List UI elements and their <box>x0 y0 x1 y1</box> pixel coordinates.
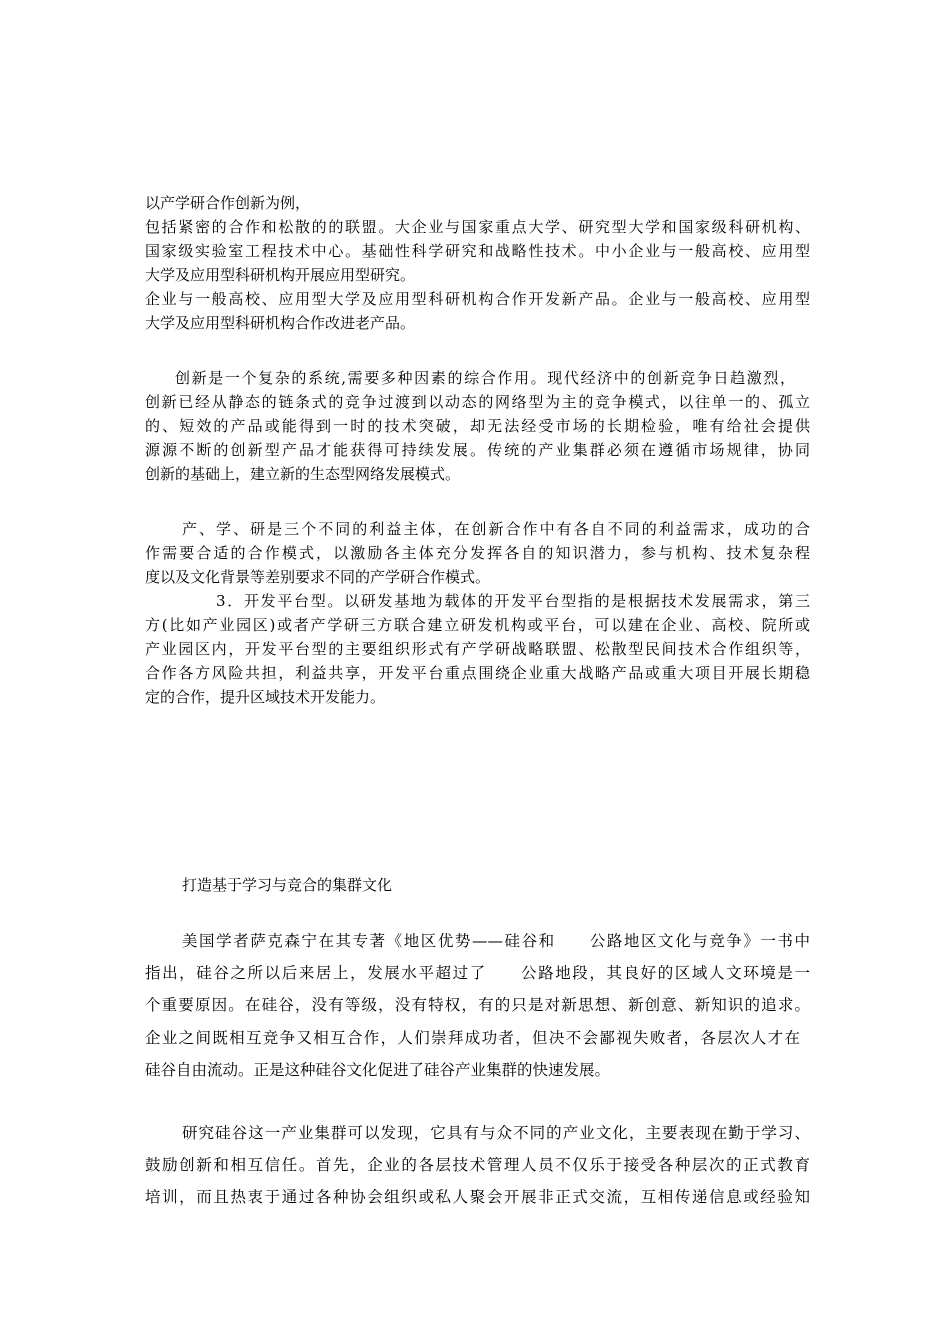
paragraph-first-line: 3．开发平台型。以研发基地为载体的开发平台型指的是根据技术发展需求，第三 <box>216 592 810 610</box>
text-line: 大学及应用型科研机构开展应用型研究。 <box>145 266 416 284</box>
text-line: 培训，而且热衷于通过各种协会组织或私人聚会开展非正式交流，互相传递信息或经验知 <box>145 1188 810 1206</box>
text-line: 的、短效的产品或能得到一时的技术突破，却无法经受市场的长期检验，唯有给社会提供 <box>145 417 810 435</box>
text-line: 个重要原因。在硅谷，没有等级，没有特权，有的只是对新思想、新创意、新知识的追求。 <box>145 996 810 1014</box>
text-line: 以产学研合作创新为例， <box>145 194 311 212</box>
text-line: 源源不断的创新型产品才能获得可持续发展。传统的产业集群必须在遵循市场规律，协同 <box>145 441 810 459</box>
paragraph-first-line: 美国学者萨克森宁在其专著《地区优势——硅谷和 公路地区文化与竞争》一书中 <box>182 932 810 950</box>
section-heading: 打造基于学习与竞合的集群文化 <box>182 876 393 894</box>
text-line: 大学及应用型科研机构合作改进老产品。 <box>145 314 416 332</box>
text-line: 国家级实验室工程技术中心。基础性科学研究和战略性技术。中小企业与一般高校、应用型 <box>145 242 810 260</box>
paragraph-first-line: 产、学、研是三个不同的利益主体，在创新合作中有各自不同的利益需求，成功的合 <box>182 520 810 538</box>
text-line: 合作各方风险共担，利益共享，开发平台重点围绕企业重大战略产品或重大项目开展长期稳 <box>145 664 810 682</box>
text-line: 度以及文化背景等差别要求不同的产学研合作模式。 <box>145 568 491 586</box>
text-line: 方(比如产业园区)或者产学研三方联合建立研发机构或平台，可以建在企业、高校、院所或 <box>145 616 810 634</box>
text-line: 鼓励创新和相互信任。首先，企业的各层技术管理人员不仅乐于接受各种层次的正式教育 <box>145 1156 810 1174</box>
text-line: 作需要合适的合作模式，以激励各主体充分发挥各自的知识潜力，参与机构、技术复杂程 <box>145 544 810 562</box>
text-line: 创新的基础上，建立新的生态型网络发展模式。 <box>145 465 461 483</box>
text-line: 指出，硅谷之所以后来居上，发展水平超过了 公路地段，其良好的区域人文环境是一 <box>145 964 810 982</box>
text-line: 产业园区内，开发平台型的主要组织形式有产学研战略联盟、松散型民间技术合作组织等， <box>145 640 810 658</box>
paragraph-first-line: 研究硅谷这一产业集群可以发现，它具有与众不同的产业文化，主要表现在勤于学习、 <box>182 1124 810 1142</box>
paragraph-first-line: 创新是一个复杂的系统,需要多种因素的综合作用。现代经济中的创新竞争日趋激烈， <box>175 369 795 387</box>
text-line: 创新已经从静态的链条式的竞争过渡到以动态的网络型为主的竞争模式，以往单一的、孤立 <box>145 393 810 411</box>
text-line: 定的合作，提升区域技术开发能力。 <box>145 688 386 706</box>
text-line: 企业与一般高校、应用型大学及应用型科研机构合作开发新产品。企业与一般高校、应用型 <box>145 290 810 308</box>
text-line: 硅谷自由流动。正是这种硅谷文化促进了硅谷产业集群的快速发展。 <box>145 1061 611 1079</box>
text-line: 包括紧密的合作和松散的的联盟。大企业与国家重点大学、研究型大学和国家级科研机构、 <box>145 218 810 236</box>
text-line: 企业之间既相互竞争又相互合作，人们崇拜成功者，但决不会鄙视失败者，各层次人才在 <box>145 1029 800 1047</box>
